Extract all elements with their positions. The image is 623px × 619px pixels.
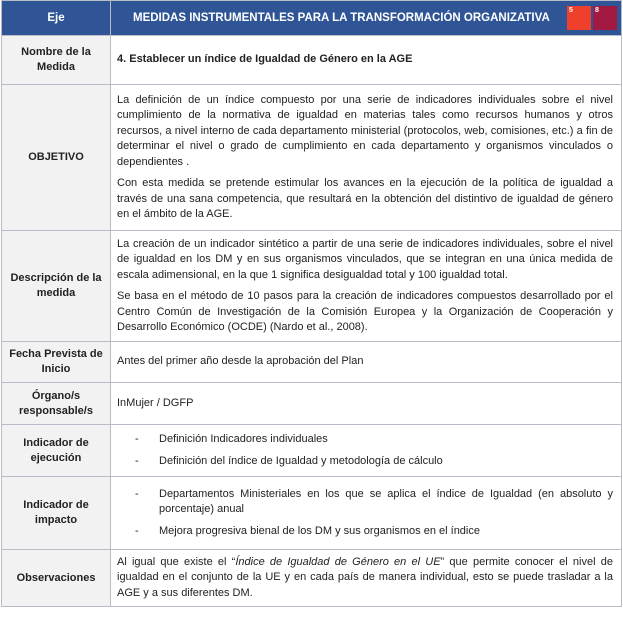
row-nombre — [2, 36, 622, 85]
label-impacto: Indicador de impacto — [2, 477, 111, 550]
objetivo-paragraph-1: La definición de un índice compuesto por una serie de indicadores individuales sobre el nivel cumplimiento de la normativa de igualdad en materias tales como recursos humanos y otros recursos, a nivel interno de cada departamento ministerial (protocolos, web, comisiones, etc.) a fin de determinar el nivel o grado de cumplimiento en cada departamento y organismos vinculados o dependientes . — [117, 93, 613, 168]
observaciones-text-pre: Al igual que existe el “ — [117, 555, 236, 568]
value-impacto — [111, 477, 622, 550]
value-descripcion — [111, 231, 622, 342]
list-item: - Departamentos Ministeriales en los que se aplica el índice de Igualdad (en absoluto y porcentaje) anual — [141, 487, 613, 518]
header-row — [2, 1, 622, 36]
table-title-header — [111, 1, 622, 36]
label-ejecucion: Indicador de ejecución — [2, 425, 111, 477]
value-observaciones — [111, 550, 622, 607]
row-observaciones — [2, 550, 622, 607]
measure-table — [1, 0, 622, 607]
value-nombre: 4. Establecer un índice de Igualdad de Género en la AGE — [111, 36, 622, 85]
list-item: - Mejora progresiva bienal de los DM y sus organismos en el índice — [141, 524, 613, 540]
row-fecha — [2, 342, 622, 383]
row-objetivo — [2, 85, 622, 231]
row-impacto — [2, 477, 622, 550]
impacto-list — [117, 487, 613, 540]
label-nombre: Nombre de la Medida — [2, 36, 111, 85]
row-ejecucion — [2, 425, 622, 477]
objetivo-paragraph-2: Con esta medida se pretende estimular los avances en la ejecución de la política de igualdad a través de una sana competencia, que resultará en la obtención del distintivo de igualdad de género en el ámbito de la AGE. — [117, 177, 613, 220]
ejecucion-list — [117, 432, 613, 469]
sdg-8-decent-work-icon: 8 — [593, 6, 617, 30]
sdg-5-gender-equality-icon: 5 — [567, 6, 591, 30]
value-fecha: Antes del primer año desde la aprobación del Plan — [111, 342, 622, 383]
descripcion-paragraph-1: La creación de un indicador sintético a partir de una serie de indicadores individuales, sobre el nivel de igualdad en los DM y en sus organismos vinculados, que se integran en una única medida de escala adimensional, en la que 1 significa desigualdad total y 100 igualdad total. — [117, 237, 613, 281]
value-objetivo — [111, 85, 622, 231]
descripcion-paragraph-2: Se basa en el método de 10 pasos para la creación de indicadores compuestos desarrollado por el Centro Común de Investigación de la Comisión Europea y la Organización de Cooperación y Desarrollo Económico (OCDE) (Nardo et al., 2008). — [117, 290, 613, 333]
observaciones-index-name: Índice de Igualdad de Género en el UE — [235, 555, 441, 568]
list-item: - Definición del índice de Igualdad y metodología de cálculo — [141, 454, 613, 470]
eje-header: Eje — [2, 1, 111, 36]
sdg-icons — [567, 6, 617, 30]
label-observaciones: Observaciones — [2, 550, 111, 607]
table-title: MEDIDAS INSTRUMENTALES PARA LA TRANSFORMACIÓN ORGANIZATIVA — [133, 12, 550, 24]
row-descripcion — [2, 231, 622, 342]
label-objetivo: OBJETIVO — [2, 85, 111, 231]
observaciones-text-post: ” que permite conocer el nivel de igualdad en el conjunto de la UE y en cada país de manera individual, esto se puede trasladar a la AGE y a sus diferentes DM. — [117, 555, 613, 599]
list-item: - Definición Indicadores individuales — [141, 432, 613, 448]
value-ejecucion — [111, 425, 622, 477]
label-descripcion: Descripción de la medida — [2, 231, 111, 342]
label-fecha: Fecha Prevista de Inicio — [2, 342, 111, 383]
label-organo: Órgano/s responsable/s — [2, 383, 111, 425]
value-organo: InMujer / DGFP — [111, 383, 622, 425]
row-organo — [2, 383, 622, 425]
